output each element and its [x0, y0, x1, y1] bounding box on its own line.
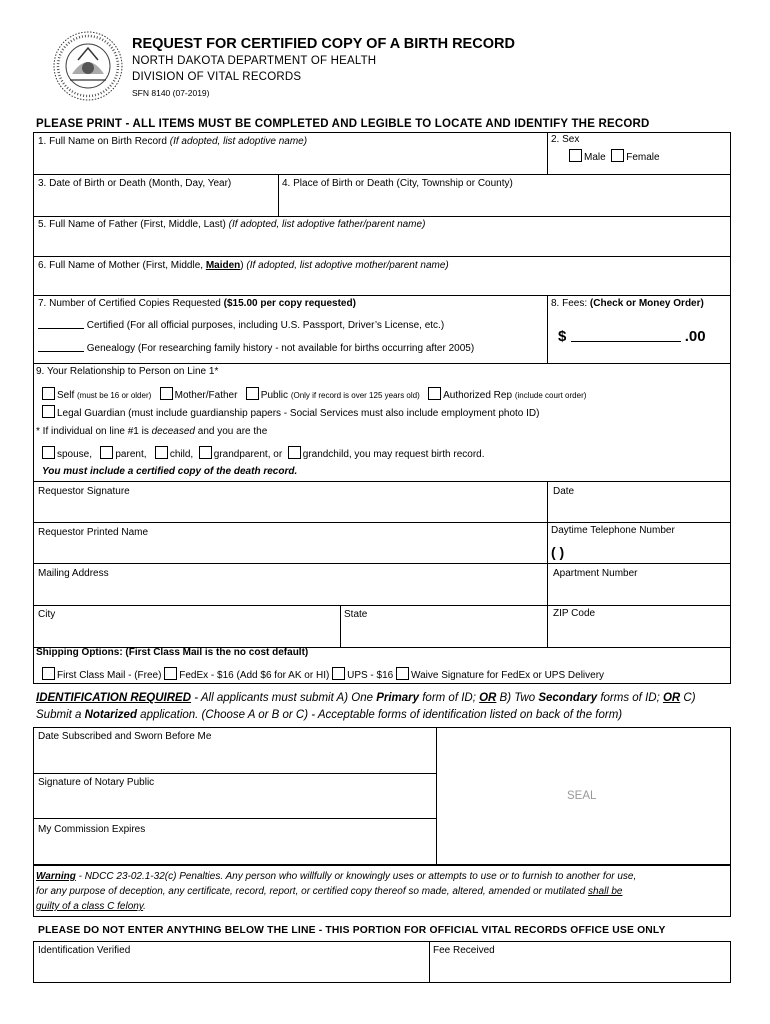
death-record-note: You must include a certified copy of the death record. [42, 466, 298, 477]
self-checkbox[interactable] [42, 387, 55, 400]
office-use-box [33, 941, 731, 983]
phone-label: Daytime Telephone Number [551, 525, 675, 536]
department-name: NORTH DAKOTA DEPARTMENT OF HEALTH [132, 55, 377, 67]
sex-male-checkbox[interactable] [569, 149, 582, 162]
relationship-options-row1: Self (must be 16 or older) Mother/Father Public (Only if record is over 125 years old) Authorized Rep (include court order) [42, 387, 586, 401]
parent-checkbox[interactable] [100, 446, 113, 459]
waive-signature-checkbox[interactable] [396, 667, 409, 680]
warning-text: Warning - NDCC 23-02.1-32(c) Penalties. Any person who willfully or knowingly uses or attempts to use or to furnish to another for use, for any purpose of deception, any certificate, record, report, or certified copy thereof so made, altered, amended or mutilated shall be guilty of a class C felony. [36, 871, 637, 912]
full-name-field[interactable]: 1. Full Name on Birth Record (If adopted, list adoptive name) [38, 136, 308, 147]
deceased-options: spouse, parent, child, grandparent, or grandchild, you may request birth record. [42, 446, 485, 460]
first-class-mail-checkbox[interactable] [42, 667, 55, 680]
state-seal-icon [52, 30, 124, 102]
form-title: REQUEST FOR CERTIFIED COPY OF A BIRTH RECORD [132, 36, 515, 52]
division-name: DIVISION OF VITAL RECORDS [132, 71, 302, 83]
notary-box [33, 727, 731, 865]
seal-area: SEAL [567, 790, 597, 802]
ups-checkbox[interactable] [332, 667, 345, 680]
shipping-options: First Class Mail - (Free) FedEx - $16 (Add $6 for AK or HI) UPS - $16 Waive Signature for FedEx or UPS Delivery [42, 667, 604, 681]
office-use-notice: PLEASE DO NOT ENTER ANYTHING BELOW THE LINE - THIS PORTION FOR OFFICIAL VITAL RECORDS OFFICE USE ONLY [38, 925, 666, 936]
legal-guardian-option: Legal Guardian (must include guardianship papers - Social Services must also include employment photo ID) [42, 405, 539, 419]
shipping-options-label: Shipping Options: (First Class Mail is the no cost default) [36, 647, 309, 658]
fee-received-field: Fee Received [433, 945, 495, 956]
apartment-number-field[interactable]: Apartment Number [553, 568, 638, 579]
notary-signature-field[interactable]: Signature of Notary Public [38, 777, 155, 788]
sex-female-checkbox[interactable] [611, 149, 624, 162]
grandparent-checkbox[interactable] [199, 446, 212, 459]
fees-label: 8. Fees: (Check or Money Order) [551, 298, 704, 309]
legal-guardian-checkbox[interactable] [42, 405, 55, 418]
mother-father-checkbox[interactable] [160, 387, 173, 400]
requestor-signature-field[interactable]: Requestor Signature [38, 486, 130, 497]
print-instructions: PLEASE PRINT - ALL ITEMS MUST BE COMPLETED AND LEGIBLE TO LOCATE AND IDENTIFY THE RECORD [36, 118, 650, 130]
certified-copies-field[interactable]: Certified (For all official purposes, including U.S. Passport, Driver’s License, etc.) [38, 320, 444, 331]
relationship-label: 9. Your Relationship to Person on Line 1* [36, 366, 219, 377]
date-of-birth-field[interactable]: 3. Date of Birth or Death (Month, Day, Year) [38, 178, 232, 189]
requestor-printed-name-field[interactable]: Requestor Printed Name [38, 527, 149, 538]
commission-expires-field[interactable]: My Commission Expires [38, 824, 146, 835]
state-field[interactable]: State [344, 609, 368, 620]
phone-field[interactable]: ( ) [551, 544, 565, 560]
father-name-field[interactable]: 5. Full Name of Father (First, Middle, Last) (If adopted, list adoptive father/parent name) [38, 219, 426, 230]
sex-options: Male Female [569, 149, 660, 163]
authorized-rep-checkbox[interactable] [428, 387, 441, 400]
grandchild-checkbox[interactable] [288, 446, 301, 459]
date-field[interactable]: Date [553, 486, 575, 497]
fedex-checkbox[interactable] [164, 667, 177, 680]
place-of-birth-field[interactable]: 4. Place of Birth or Death (City, Township or County) [282, 178, 513, 189]
deceased-note: * If individual on line #1 is deceased and you are the [36, 426, 268, 437]
child-checkbox[interactable] [155, 446, 168, 459]
zip-code-field[interactable]: ZIP Code [553, 608, 596, 619]
sex-label: 2. Sex [551, 134, 580, 145]
fees-amount-field[interactable]: $ .00 [558, 328, 706, 345]
form-number: SFN 8140 (07-2019) [132, 88, 210, 98]
identification-verified-field: Identification Verified [38, 945, 131, 956]
genealogy-copies-field[interactable]: Genealogy (For researching family history - not available for births occurring after 2005) [38, 343, 474, 354]
city-field[interactable]: City [38, 609, 56, 620]
spouse-checkbox[interactable] [42, 446, 55, 459]
date-sworn-field[interactable]: Date Subscribed and Sworn Before Me [38, 731, 212, 742]
mailing-address-field[interactable]: Mailing Address [38, 568, 109, 579]
mother-name-field[interactable]: 6. Full Name of Mother (First, Middle, Maiden) (If adopted, list adoptive mother/parent name) [38, 260, 449, 271]
copies-label: 7. Number of Certified Copies Requested ($15.00 per copy requested) [38, 298, 356, 309]
public-checkbox[interactable] [246, 387, 259, 400]
identification-required-text: IDENTIFICATION REQUIRED - All applicants must submit A) One Primary form of ID; OR B) Two Secondary forms of ID; OR C) Submit a Notarized application. (Choose A or B or C) - Acceptable forms of identification listed on back of the form) [36, 692, 696, 721]
